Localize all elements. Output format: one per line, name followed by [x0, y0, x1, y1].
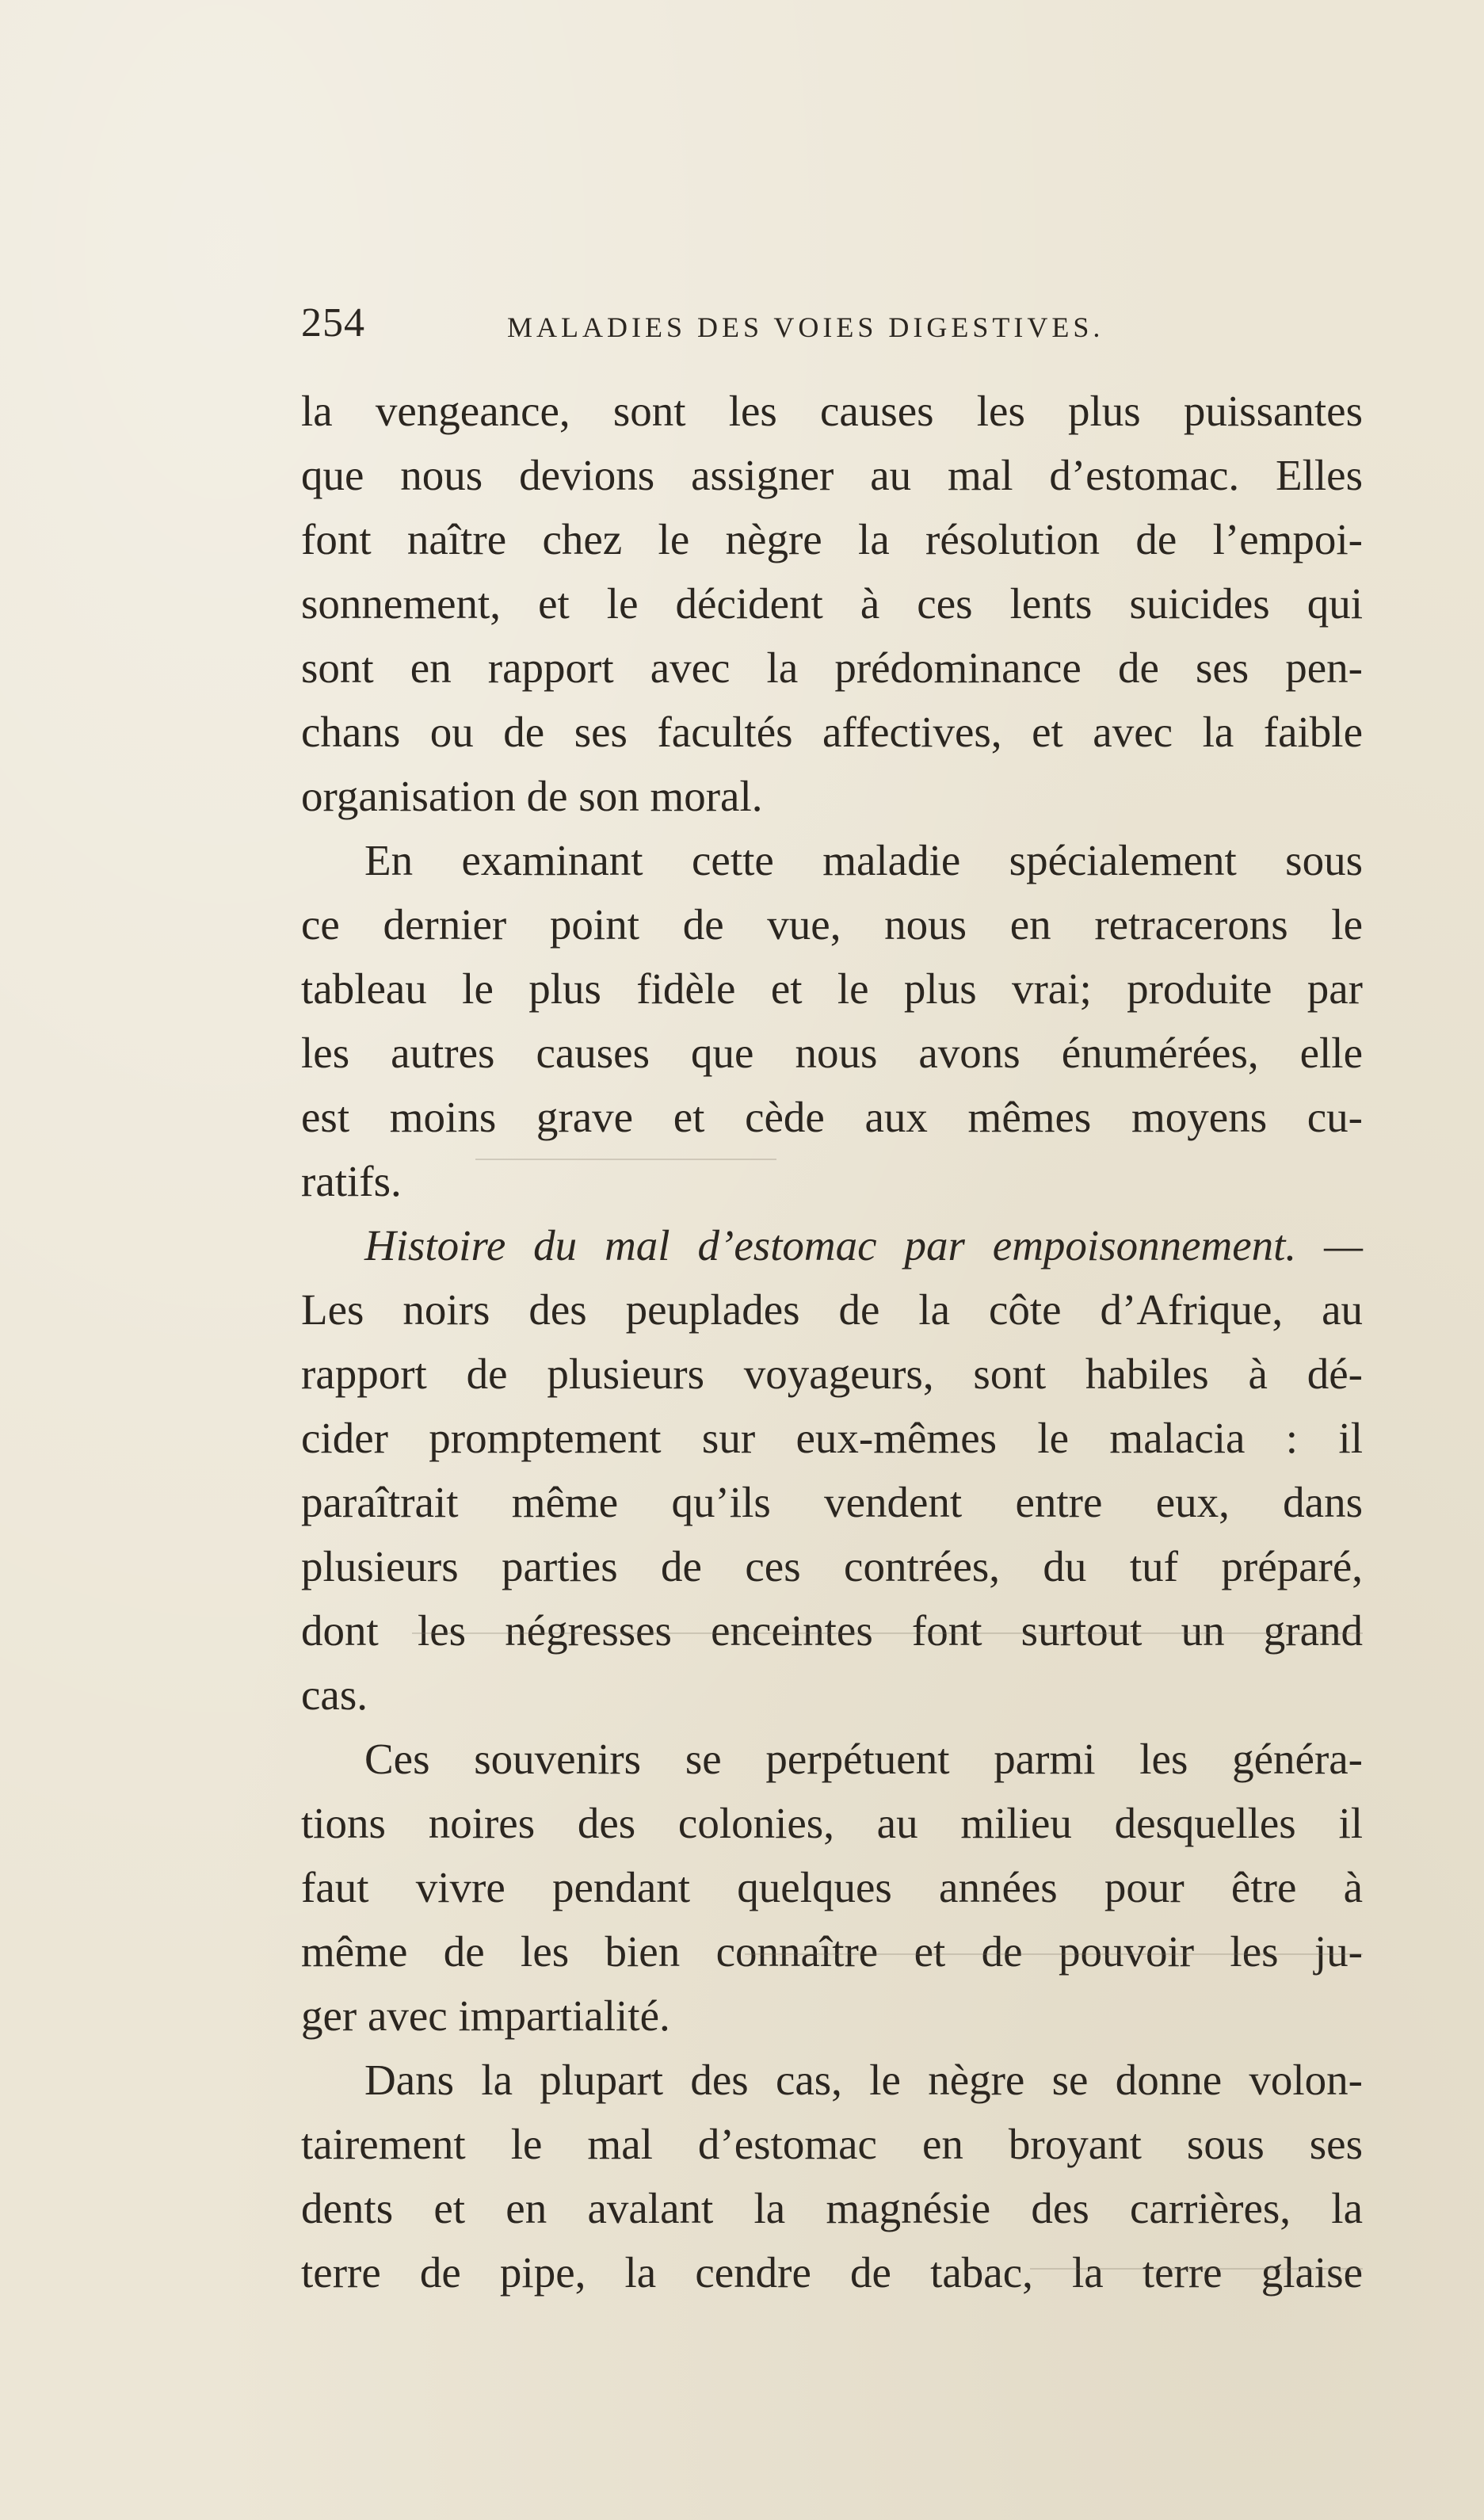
- text-line: dont les négresses enceintes font surtout un grand: [301, 1606, 1363, 1655]
- text-line: En examinant cette maladie spécialement sous: [364, 836, 1363, 884]
- text-line: même de les bien connaître et de pouvoir les ju-: [301, 1927, 1363, 1976]
- text-line: les autres causes que nous avons énumérées, elle: [301, 1029, 1363, 1077]
- body-text: [301, 379, 1363, 2304]
- text-line: tions noires des colonies, au milieu desquelles il: [301, 1799, 1363, 1847]
- section-heading-line: Histoire du mal d’estomac par empoisonnement. —: [364, 1221, 1363, 1270]
- text-line: cas.: [301, 1670, 368, 1719]
- page-header: [301, 300, 1379, 355]
- text-line: tairement le mal d’estomac en broyant sous ses: [301, 2120, 1363, 2168]
- paper-crease: [745, 1953, 1363, 1955]
- text-line: ger avec impartialité.: [301, 1991, 670, 2040]
- paper-crease: [1030, 2268, 1363, 2270]
- text-line: que nous devions assigner au mal d’estomac. Elles: [301, 451, 1363, 499]
- text-line: chans ou de ses facultés affectives, et avec la faible: [301, 708, 1363, 756]
- text-line: faut vivre pendant quelques années pour être à: [301, 1863, 1363, 1911]
- text-line: terre de pipe, la cendre de tabac, la terre glaise: [301, 2248, 1363, 2297]
- text-line: ce dernier point de vue, nous en retracerons le: [301, 900, 1363, 949]
- text-line: Les noirs des peuplades de la côte d’Afrique, au: [301, 1285, 1363, 1334]
- text-line: sonnement, et le décident à ces lents suicides qui: [301, 579, 1363, 628]
- text-line: tableau le plus fidèle et le plus vrai; produite par: [301, 964, 1363, 1013]
- text-line: dents et en avalant la magnésie des carrières, la: [301, 2184, 1363, 2232]
- text-line: cider promptement sur eux-mêmes le malacia : il: [301, 1414, 1363, 1462]
- text-line: est moins grave et cède aux mêmes moyens cu-: [301, 1093, 1363, 1141]
- paper-crease: [475, 1159, 776, 1160]
- text-line: rapport de plusieurs voyageurs, sont habiles à dé-: [301, 1350, 1363, 1398]
- text-line: font naître chez le nègre la résolution de l’empoi-: [301, 515, 1363, 563]
- paper-crease: [412, 1632, 1363, 1634]
- text-line: la vengeance, sont les causes les plus puissantes: [301, 387, 1363, 435]
- text-line: ratifs.: [301, 1157, 402, 1205]
- text-line: paraîtrait même qu’ils vendent entre eux, dans: [301, 1478, 1363, 1526]
- text-line: Dans la plupart des cas, le nègre se donne volon-: [364, 2056, 1363, 2104]
- text-line: plusieurs parties de ces contrées, du tuf préparé,: [301, 1542, 1363, 1590]
- text-line: sont en rapport avec la prédominance de ses pen-: [301, 643, 1363, 692]
- page-number: 254: [301, 300, 365, 346]
- running-head: MALADIES DES VOIES DIGESTIVES.: [507, 311, 1104, 343]
- text-line: Ces souvenirs se perpétuent parmi les généra-: [364, 1735, 1363, 1783]
- text-line: organisation de son moral.: [301, 772, 763, 820]
